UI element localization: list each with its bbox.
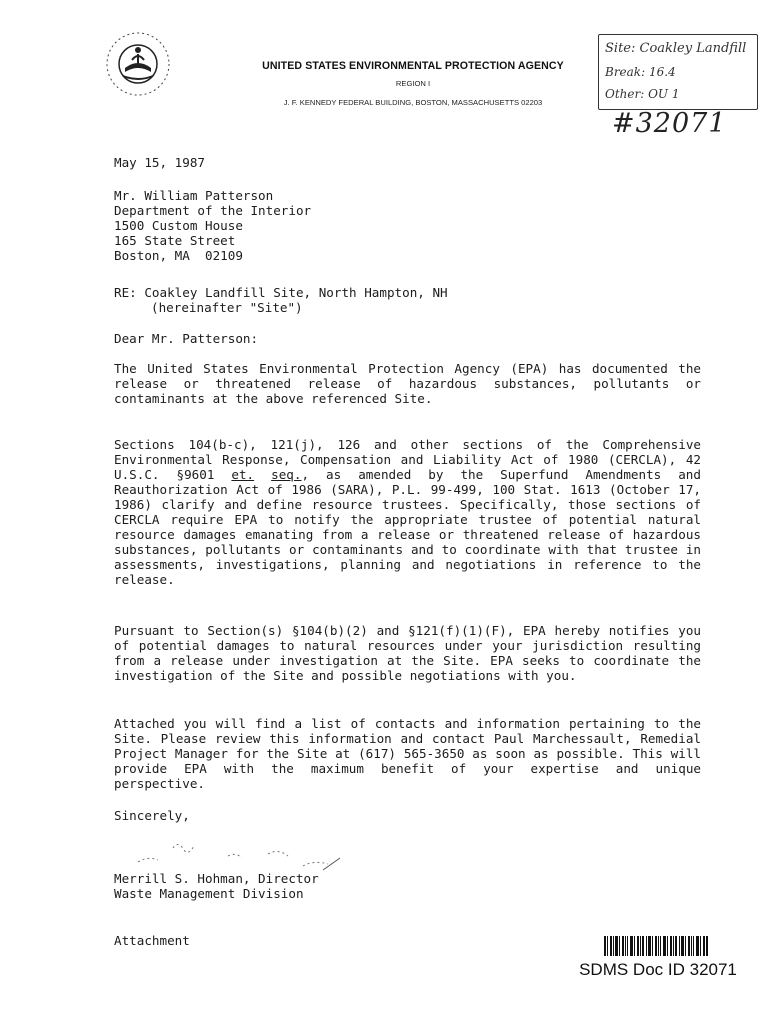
stamp-other: Other: OU 1 (605, 87, 680, 101)
agency-name: UNITED STATES ENVIRONMENTAL PROTECTION AGENCY (262, 60, 564, 72)
paragraph-2-text-b: , as amended by the Superfund Amendments and Reauthorization Act of 1986 (SARA), P.L. 99-499, 100 Stat. 1613 (October 17, 1986) clarify and define resource trustees. Specifically, those sections of CERCLA require EPA to notify the appropriate trustee of potential natural resource damages emanating from a release or threatened release of hazardous substances, pollutants or contaminants and to coordinate with that trustee in assessments, investigations, planning and negotiations in reference to the release. (114, 467, 701, 587)
re-line: RE: Coakley Landfill Site, North Hampton, NH (114, 285, 448, 300)
recipient-city: Boston, MA 02109 (114, 248, 243, 263)
recipient-street: 165 State Street (114, 233, 236, 248)
recipient-block (114, 188, 311, 263)
records-stamp (598, 34, 758, 110)
paragraph-2-text-a: Sections 104(b-c), 121(j), 126 and other sections of the Comprehensive Environmental Response, Compensation and Liability Act of 1980 (CERCLA), 42 U.S.C. §9601 (114, 437, 701, 482)
sdms-doc-id: SDMS Doc ID 32071 (579, 960, 737, 979)
paragraph-2 (114, 437, 701, 587)
salutation: Dear Mr. Patterson: (114, 331, 259, 346)
closing: Sincerely, (114, 808, 190, 823)
agency-region: REGION I (395, 79, 431, 88)
recipient-org: Department of the Interior (114, 203, 312, 218)
agency-address: J. F. KENNEDY FEDERAL BUILDING, BOSTON, MASSACHUSETTS 02203 (283, 98, 543, 107)
paragraph-3: Pursuant to Section(s) §104(b)(2) and §121(f)(1)(F), EPA hereby notifies you of potential damages to natural resources under your jurisdiction resulting from a release under investigation at the Site. EPA seeks to coordinate the investigation of the Site and possible negotiations with you. (114, 623, 701, 683)
stamp-break: Break: 16.4 (605, 65, 676, 79)
barcode (604, 936, 708, 956)
paragraph-2-seq: seq. (271, 467, 302, 482)
attachment-note: Attachment (114, 933, 190, 948)
signer-name: Merrill S. Hohman, Director (114, 871, 319, 886)
handwritten-doc-number: #32071 (612, 108, 727, 139)
epa-seal-icon (104, 30, 172, 98)
paragraph-2-et: et. (231, 467, 255, 482)
signer-division: Waste Management Division (114, 886, 304, 901)
signature (118, 826, 348, 876)
recipient-name: Mr. William Patterson (114, 188, 274, 203)
paragraph-1: The United States Environmental Protection Agency (EPA) has documented the release or threatened release of hazardous substances, pollutants or contaminants at the above referenced Site. (114, 361, 701, 406)
stamp-site: Site: Coakley Landfill (605, 41, 747, 56)
recipient-building: 1500 Custom House (114, 218, 243, 233)
letter-date: May 15, 1987 (114, 155, 205, 170)
paragraph-4: Attached you will find a list of contacts and information pertaining to the Site. Please review this information and contact Paul Marchessault, Remedial Project Manager for the Site at (617) 565-3650 as soon as possible. This will provide EPA with the maximum benefit of your expertise and unique perspective. (114, 716, 701, 791)
re-line-hereinafter: (hereinafter "Site") (151, 300, 303, 315)
